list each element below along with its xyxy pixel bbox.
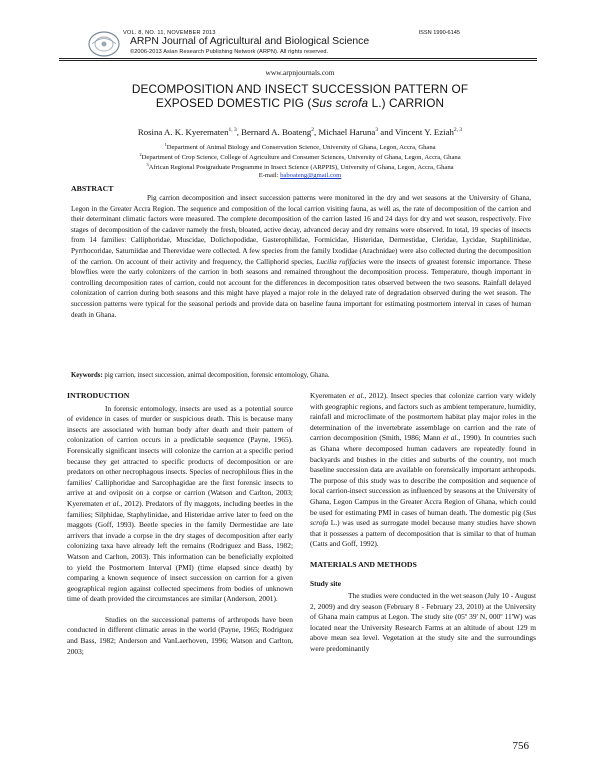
author-name: Bernard A. Boateng: [241, 127, 312, 137]
intro-p3-text-a: Kyerematen: [310, 391, 349, 400]
abstract-heading: ABSTRACT: [71, 184, 114, 193]
abstract-paragraph: [71, 193, 531, 320]
title-line-2: [60, 96, 540, 110]
author-name: Vincent Y. Eziah: [395, 127, 454, 137]
title-line-2-pre: EXPOSED DOMESTIC PIG (: [155, 96, 312, 110]
intro-paragraph-2: Studies on the successional patterns of arthropods have been conducted in different climatic areas in the world (Payne, 1965; Rodriguez and Bass, 1982; Anderson and VanLaerhoven, 1996; Watson and Carlton, 2003;: [67, 614, 293, 656]
abstract-text-2: were the insects of greatest forensic importance. These blowflies were the early colonizers of the carrion in both seasons and remained throughout the decomposition process. Temperature, though important in controlling decomposition rates of carrion, could not account for the differences in decomposition rates observed between the two seasons. Rainfall delayed colonization of carrion during both seasons and this might have played a major role in the delayed rate of degradation observed during the wet season. The succession patterns were typical for the seasonal periods and provide data on baseline fauna important for estimating postmortem interval in cases of human death in Ghana.: [71, 257, 532, 319]
study-site-heading: Study site: [310, 578, 342, 588]
abstract-body: [71, 193, 531, 320]
intro-p3-text-d: L.) was used as surrogate model because many studies have shown that it possesses a pattern of decomposition that is similar to that of human (Catts and Goff, 1992).: [310, 518, 536, 549]
author-list: [60, 127, 540, 137]
right-column: [310, 391, 536, 665]
affiliation: [60, 162, 540, 171]
affiliation-text: Department of Animal Biology and Conservation Science, University of Ghana, Legon, Accra, Ghana: [166, 144, 436, 152]
author-separator: ,: [236, 127, 242, 137]
intro-p1-text-b: , 2012). Predators of fly maggots, including beetles in the families; Silphidae, Staphylinidae, and Histeridae arrive later to feed on the maggots (Goff, 1993). Beetle species in the family Dermestidae are late arrivers that invade a corpse in the dry stages of decomposition after early colonizing taxa have already left the remains (Rodriguez and Bass, 1982; Watson and Carlton, 2003). This information can be beneficially exploited to yield the Postmortem Interval (PMI) (time elapsed since death) by comparing a known sequence of insect succession on carrion for a given geographical region against collected specimens from bodies of unknown time of death provided the circumstances are similar (Anderson, 2001).: [67, 498, 293, 604]
author-separator: ,: [314, 127, 319, 137]
intro-paragraph-1: [67, 404, 293, 605]
author-affil-ref: 2: [311, 127, 315, 134]
affiliation-ref: 3: [146, 162, 149, 167]
methods-heading: MATERIALS AND METHODS: [310, 559, 417, 569]
arpn-logo-icon: [87, 29, 121, 59]
abstract-species: Lucilia rufifacies: [316, 257, 367, 266]
methods-paragraph-1: The studies were conducted in the wet season (July 10 - August 2, 2009) and dry season (February 8 - February 23, 2010) at the University of Ghana main campus at Legon. The study site (05º 39' N, 000º 11'W) was located near the University Research Farms at an altitude of about 129 m above mean sea level. Vegetation at the study site and the surroundings were predominantly: [310, 591, 536, 654]
author-and: and: [378, 127, 396, 137]
author-name: Rosina A. K. Kyerematen: [137, 127, 229, 137]
affiliation-ref: 2: [139, 152, 142, 157]
email-label: E-mail:: [258, 172, 281, 179]
intro-p3-text-c: , 1990). In countries such as Ghana where decomposed human cadavers are repeatedly found in backyards and bushes in the cities and suburbs of the country, not much baseline succession data are available on forensically important arthropods. The purpose of this study was to describe the composition and sequence of local carrion-insect succession as influenced by seasons at the University of Ghana, Legon Campus in the Greater Accra Region of Ghana, which could be used for estimating PMI in cases of human death. The domestic pig (: [310, 433, 537, 517]
header-rule-top: [59, 58, 537, 59]
author-name: Michael Haruna: [318, 127, 376, 137]
keywords-label: Keywords:: [71, 372, 103, 379]
intro-p3-species: Sus scrofa: [310, 507, 536, 528]
affiliation-text: African Regional Postgraduate Programme in Insect Science (ARPPIS), University of Ghana, Legon, Accra, Ghana: [148, 164, 454, 172]
title-line-2-post: L.) CARRION: [368, 96, 445, 110]
left-column: [67, 391, 293, 667]
journal-name: ARPN Journal of Agricultural and Biological Science: [130, 36, 370, 47]
introduction-heading: INTRODUCTION: [67, 391, 130, 400]
abstract-text-1: Pig carrion decomposition and insect succession patterns were monitored in the dry and wet seasons at the University of Ghana, Legon in the Greater Accra Region. The sequence and composition of the local carrion visiting fauna, as well as, the rate of decomposition of the carrion and their determinant climatic factors were measured. The complete decomposition of the carrion lasted 16 and 24 days for dry and wet season, respectively. Five stages of decomposition of the cadaver namely the fresh, bloated, active decay, advanced decay and dry remains were observed. In total, 19 species of insects from 14 families: Calliphoridae, Muscidae, Dolichopodidae, Gasterophilidae, Formicidae, Histeridae, Dermestidae, Cleridae, Lycidae, Staphilinidae, Pyrrhocoridae, Saturniidae and Therevidae were collected. A few species from the family Ixodidae (Arachnidae) were also collected during the decomposition of the carrion. On account of their activity and frequency, the Calliphorid species,: [71, 194, 531, 266]
paper-title: [60, 82, 540, 110]
keywords: [71, 372, 531, 379]
email-link[interactable]: baboateng@gmail.com: [280, 172, 342, 179]
journal-url[interactable]: www.arpnjournals.com: [265, 68, 335, 77]
volume-line: VOL. 8, NO. 11, NOVEMBER 2013: [123, 30, 216, 36]
page-number: 756: [512, 740, 529, 752]
author-affil-ref: 2, 3: [453, 127, 463, 134]
contact-email: [60, 172, 540, 179]
intro-p3-etal: et al.: [348, 391, 365, 400]
intro-p3-etal-2: et al.: [442, 433, 459, 443]
affiliation: [60, 152, 540, 161]
keywords-text: pig carrion, insect succession, animal decomposition, forensic entomology, Ghana.: [102, 372, 330, 379]
issn: ISSN 1990-6145: [418, 30, 460, 36]
title-line-1: DECOMPOSITION AND INSECT SUCCESSION PATTERN OF: [131, 82, 469, 96]
intro-p1-etal: et al.: [105, 498, 121, 508]
copyright-line: ©2006-2013 Asian Research Publishing Network (ARPN). All rights reserved.: [130, 49, 329, 55]
affiliation-ref: 1: [164, 142, 167, 147]
title-species: Sus scrofa: [311, 96, 369, 110]
author-affil-ref: 1, 3: [228, 127, 237, 134]
header-rule-bottom: [59, 60, 537, 61]
author-affil-ref: 3: [375, 127, 379, 134]
intro-paragraph-3: [310, 391, 536, 550]
affiliation: [60, 142, 540, 151]
affiliation-text: Department of Crop Science, College of Agriculture and Consumer Sciences, University of Ghana, Legon, Accra, Ghana: [141, 154, 461, 162]
intro-p3-text-b: , 2012). Insect species that colonize carrion vary widely with geographic regions, and factors such as ambient temperature, humidity, rainfall and microclimate of the postmortem habitat play major roles in the determination of the invertebrate assemblage on carrion and the rate of carrion decomposition (Smith, 1986; Mann: [310, 391, 537, 443]
intro-p1-text: In forensic entomology, insects are used as a potential source of evidence in cases of murder or suspicious death. This is because many insects are associated with human body after death and their pattern of colonization of carrion occurs in a predictable sequence (Payne, 1965). Forensically significant insects will colonize the carrion at a specific period because they get attracted to specific products of decomposition or are predators on other necrophagous insects. Species of necrophilous flies in the families' Calliphoridae and Sarcophagidae are the first forensic insects to arrive at and oviposit on a corpse or carrion (Watson and Carlton, 2003; Kyerematen: [67, 403, 293, 508]
